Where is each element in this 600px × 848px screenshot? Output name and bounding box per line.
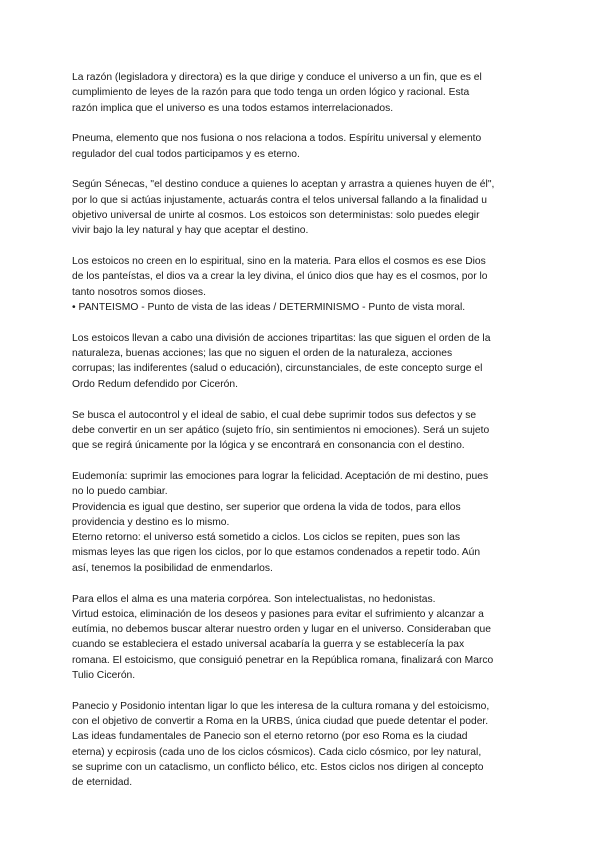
text-line: Pneuma, elemento que nos fusiona o nos relaciona a todos. Espíritu universal y elemento bbox=[72, 133, 482, 145]
text-line: Virtud estoica, eliminación de los deseos y pasiones para evitar el sufrimiento y alcanzar a bbox=[72, 608, 484, 620]
text-line: de eternidad. bbox=[72, 777, 133, 789]
text-line: naturaleza, buenas acciones; las que no siguen el orden de la naturaleza, acciones bbox=[72, 348, 453, 360]
text-line: Los estoicos llevan a cabo una división de acciones tripartitas: las que siguen el orden de la bbox=[72, 332, 491, 344]
text-line: Los estoicos no creen en lo espiritual, sino en la materia. Para ellos el cosmos es ese Dios bbox=[72, 256, 486, 268]
text-line: eterna) y ecpirosis (cada uno de los ciclos cósmicos). Cada ciclo cósmico, por ley natural, bbox=[72, 746, 482, 758]
text-line: tanto nosotros somos dioses. bbox=[72, 286, 206, 298]
text-line: Para ellos el alma es una materia corpórea. Son intelectualistas, no hedonistas. bbox=[72, 593, 436, 605]
paragraph-pneuma bbox=[72, 131, 532, 162]
text-line: vivir bajo la ley natural y hay que aceptar el destino. bbox=[72, 225, 309, 237]
text-line: Ordo Redum defendido por Cicerón. bbox=[72, 378, 238, 390]
text-line: eutímia, no debemos buscar alterar nuestro orden y lugar en el universo. Consideraban que bbox=[72, 624, 491, 636]
text-line: cumplimiento de leyes de la razón para que todo tenga un orden lógico y racional. Esta bbox=[72, 87, 470, 99]
text-line: Las ideas fundamentales de Panecio son el eterno retorno (por eso Roma es la ciudad bbox=[72, 731, 468, 743]
text-line: corrupas; las indiferentes (salud o educación), circunstanciales, de este concepto surge el bbox=[72, 363, 483, 375]
text-line: así, tenemos la posibilidad de enmendarlos. bbox=[72, 562, 273, 574]
text-line: providencia y destino es lo mismo. bbox=[72, 516, 230, 528]
paragraph-acciones bbox=[72, 331, 532, 392]
text-line: Providencia es igual que destino, ser superior que ordena la vida de todos, para ellos bbox=[72, 501, 461, 513]
paragraph-alma bbox=[72, 592, 532, 684]
paragraph-eudemonia bbox=[72, 469, 532, 576]
text-line: cuando se estableciera el estado universal acabaría la guerra y se establecería la pax bbox=[72, 639, 465, 651]
text-line: no lo puedo cambiar. bbox=[72, 486, 168, 498]
paragraph-seneca bbox=[72, 177, 532, 238]
text-line: que se regirá únicamente por la lógica y se encontrará en consonancia con el destino. bbox=[72, 440, 465, 452]
text-line: con el objetivo de convertir a Roma en la URBS, única ciudad que puede detentar el poder. bbox=[72, 716, 489, 728]
text-line: Panecio y Posidonio intentan ligar lo que les interesa de la cultura romana y del estoicismo, bbox=[72, 700, 490, 712]
text-line: razón implica que el universo es una todos estamos interrelacionados. bbox=[72, 102, 394, 114]
text-line: Según Sénecas, "el destino conduce a quienes lo aceptan y arrastra a quienes huyen de él", bbox=[72, 179, 495, 191]
text-line: Se busca el autocontrol y el ideal de sabio, el cual debe suprimir todos sus defectos y se bbox=[72, 409, 477, 421]
text-line: objetivo universal de unirte al cosmos. Los estoicos son deterministas: solo puedes elegir bbox=[72, 210, 480, 222]
text-line: por lo que si actúas injustamente, actuarás contra el telos universal fallando a la finalidad u bbox=[72, 194, 487, 206]
text-line: mismas leyes las que rigen los ciclos, por lo que estamos condenados a repetir todo. Aún bbox=[72, 547, 481, 559]
bullet-line: • PANTEISMO - Punto de vista de las ideas / DETERMINISMO - Punto de vista moral. bbox=[72, 302, 466, 314]
text-line: de los panteístas, el dios va a crear la ley divina, el único dios que hay es el cosmos, por lo bbox=[72, 271, 488, 283]
paragraph-razon bbox=[72, 70, 532, 116]
text-line: Eudemonía: suprimir las emociones para lograr la felicidad. Aceptación de mi destino, pues bbox=[72, 470, 489, 482]
text-line: Tulio Cicerón. bbox=[72, 670, 136, 681]
paragraph-panteismo bbox=[72, 254, 532, 315]
text-line: debe convertir en un ser apático (sujeto frío, sin sentimientos ni emociones). Será un sujeto bbox=[72, 424, 490, 436]
text-line: romana. El estoicismo, que consiguió penetrar en la República romana, finalizará con Marco bbox=[72, 654, 494, 666]
text-line: Eterno retorno: el universo está sometido a ciclos. Los ciclos se repiten, pues son las bbox=[72, 532, 461, 544]
paragraph-panecio bbox=[72, 699, 532, 791]
text-line: se suprime con un cataclismo, un conflicto bélico, etc. Estos ciclos nos dirigen al concepto bbox=[72, 761, 484, 773]
text-line: La razón (legisladora y directora) es la que dirige y conduce el universo a un fin, que es el bbox=[72, 72, 482, 83]
text-line: regulador del cual todos participamos y es eterno. bbox=[72, 148, 300, 160]
document-page bbox=[72, 70, 532, 806]
paragraph-sabio bbox=[72, 408, 532, 454]
